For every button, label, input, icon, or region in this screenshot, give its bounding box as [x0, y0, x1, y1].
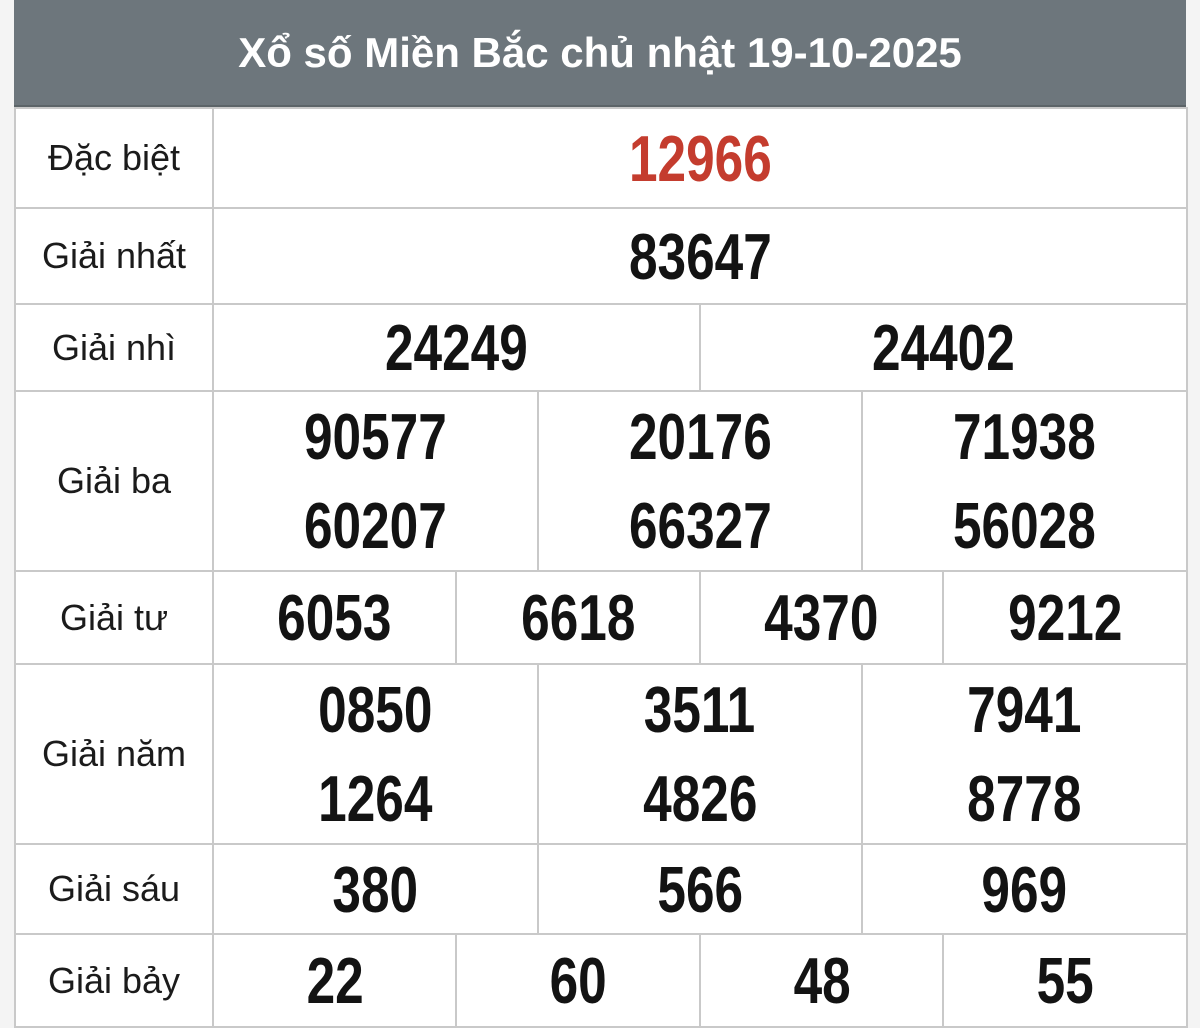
- prize-number-giai-tu-3: [700, 571, 943, 664]
- seventh-prize-value-2: 60: [549, 944, 607, 1017]
- third-prize-value-2: 20176: [628, 400, 772, 473]
- page-title: Xổ số Miền Bắc chủ nhật 19-10-2025: [238, 28, 962, 76]
- row-special-prize: [15, 108, 1187, 208]
- fourth-prize-value-2: 6618: [521, 581, 636, 654]
- second-prize-value-2: 24402: [872, 311, 1015, 384]
- fourth-prize-value-3: 4370: [764, 581, 879, 654]
- sixth-prize-value-2: 566: [657, 852, 743, 926]
- prize-number-giai-bay-4: [943, 934, 1187, 1027]
- prize-number-giai-bay-2: [456, 934, 699, 1027]
- prize-label-giai-ba: Giải ba: [15, 391, 213, 571]
- fifth-prize-value-3: 7941: [967, 673, 1082, 746]
- fifth-prize-value-4: 1264: [318, 762, 433, 835]
- prize-label-dac-biet: Đặc biệt: [15, 108, 213, 208]
- fifth-prize-value-6: 8778: [967, 762, 1082, 835]
- row-fifth-prize: [15, 664, 1187, 844]
- third-prize-value-3: 71938: [953, 400, 1097, 473]
- row-sixth-prize: [15, 844, 1187, 934]
- page-title-bar: [14, 0, 1186, 107]
- second-prize-value-1: 24249: [385, 311, 528, 384]
- fifth-prize-value-2: 3511: [644, 673, 756, 746]
- third-prize-value-5: 66327: [628, 489, 772, 562]
- prize-number-giai-nam-col1: [213, 664, 538, 844]
- prize-label-giai-nam: Giải năm: [15, 664, 213, 844]
- special-number-value: 12966: [628, 121, 772, 195]
- row-seventh-prize: [15, 934, 1187, 1027]
- prize-number-giai-ba-col3: [862, 391, 1187, 571]
- prize-number-dac-biet: [213, 108, 1187, 208]
- prize-number-giai-sau-1: [213, 844, 538, 934]
- prize-label-giai-tu: Giải tư: [15, 571, 213, 664]
- prize-number-giai-tu-4: [943, 571, 1187, 664]
- prize-label-giai-nhi: Giải nhì: [15, 304, 213, 391]
- prize-number-giai-nam-col2: [538, 664, 863, 844]
- seventh-prize-value-1: 22: [306, 944, 364, 1017]
- prize-number-giai-nhat: [213, 208, 1187, 304]
- prize-number-giai-bay-3: [700, 934, 943, 1027]
- row-second-prize: [15, 304, 1187, 391]
- prize-number-giai-tu-1: [213, 571, 456, 664]
- prize-label-giai-sau: Giải sáu: [15, 844, 213, 934]
- third-prize-value-1: 90577: [303, 400, 447, 473]
- prize-number-giai-ba-col1: [213, 391, 538, 571]
- row-third-prize: [15, 391, 1187, 571]
- prize-number-giai-nhi-1: [213, 304, 700, 391]
- prize-number-giai-sau-2: [538, 844, 863, 934]
- prize-label-giai-bay: Giải bảy: [15, 934, 213, 1027]
- fifth-prize-value-5: 4826: [642, 762, 758, 835]
- fourth-prize-value-1: 6053: [277, 581, 392, 654]
- third-prize-value-6: 56028: [953, 489, 1097, 562]
- prize-label-giai-nhat: Giải nhất: [15, 208, 213, 304]
- seventh-prize-value-4: 55: [1036, 944, 1094, 1017]
- fourth-prize-value-4: 9212: [1008, 581, 1123, 654]
- first-prize-value: 83647: [628, 219, 772, 293]
- third-prize-value-4: 60207: [303, 489, 447, 562]
- seventh-prize-value-3: 48: [793, 944, 851, 1017]
- prize-number-giai-nhi-2: [700, 304, 1187, 391]
- prize-number-giai-tu-2: [456, 571, 699, 664]
- prize-number-giai-ba-col2: [538, 391, 863, 571]
- row-first-prize: [15, 208, 1187, 304]
- lottery-results-table: [14, 107, 1188, 1028]
- row-fourth-prize: [15, 571, 1187, 664]
- prize-number-giai-sau-3: [862, 844, 1187, 934]
- lottery-results-panel: [14, 0, 1186, 1028]
- prize-number-giai-bay-1: [213, 934, 456, 1027]
- prize-number-giai-nam-col3: [862, 664, 1187, 844]
- sixth-prize-value-1: 380: [332, 852, 419, 926]
- sixth-prize-value-3: 969: [981, 852, 1068, 926]
- fifth-prize-value-1: 0850: [318, 673, 433, 746]
